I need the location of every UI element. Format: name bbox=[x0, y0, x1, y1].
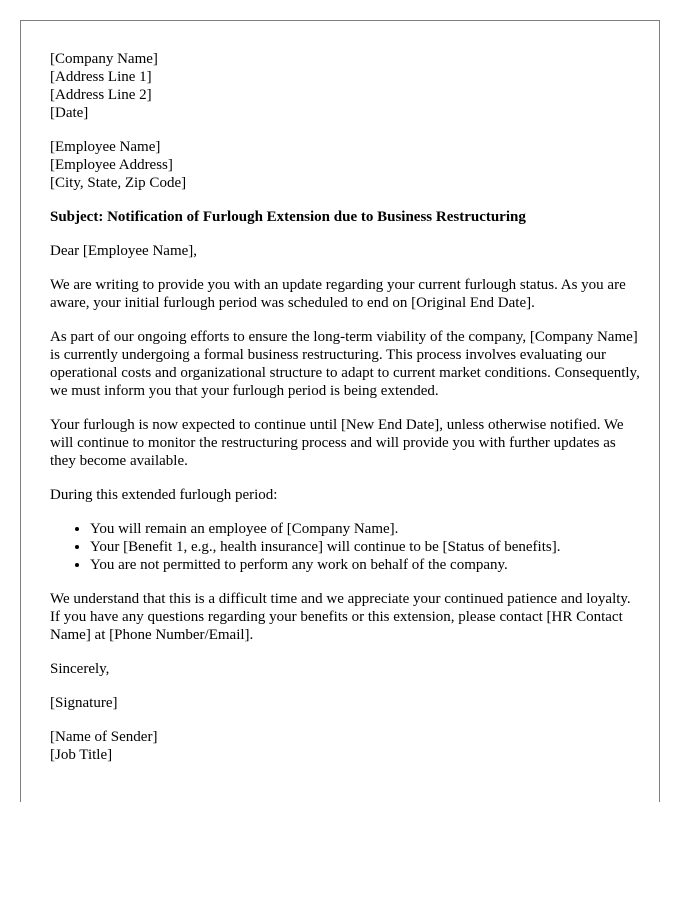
employee-name: [Employee Name] bbox=[50, 139, 161, 155]
paragraph-new-end-date: Your furlough is now expected to continue until [New End Date], unless otherwise notified. We will continue to monitor the restructuring process and will provide you with further updates as they become available. bbox=[50, 417, 624, 469]
address-line-1: [Address Line 1] bbox=[50, 69, 152, 85]
paragraph-restructuring: As part of our ongoing efforts to ensure the long-term viability of the company, [Company Name] is currently undergoing a formal business restructuring. This process involves evaluating our operational costs and organizational structure to adapt to current market conditions. Consequently, we must inform you that your furlough period is being extended. bbox=[50, 329, 640, 399]
signer-name: [Name of Sender] bbox=[50, 729, 158, 745]
list-item: • You will remain an employee of [Company Name]. bbox=[90, 520, 640, 538]
list-item: • Your [Benefit 1, e.g., health insurance] will continue to be [Status of benefits]. bbox=[90, 538, 640, 556]
sender-address-block bbox=[50, 50, 640, 122]
city-state-zip: [City, State, Zip Code] bbox=[50, 175, 187, 191]
salutation: Dear [Employee Name], bbox=[50, 243, 198, 259]
paragraph-update: We are writing to provide you with an update regarding your current furlough status. As you are aware, your initial furlough period was scheduled to end on [Original End Date]. bbox=[50, 277, 626, 311]
signature: [Signature] bbox=[50, 695, 118, 711]
subject-line: Subject: Notification of Furlough Extension due to Business Restructuring bbox=[50, 209, 526, 225]
company-name: [Company Name] bbox=[50, 51, 158, 67]
letter-page bbox=[20, 20, 660, 802]
signer-block bbox=[50, 728, 640, 764]
letter-date: [Date] bbox=[50, 105, 89, 121]
recipient-address-block bbox=[50, 138, 640, 192]
closing-paragraph: We understand that this is a difficult time and we appreciate your continued patience and loyalty. If you have any questions regarding your benefits or this extension, please contact [HR Contact Name] at [Phone Number/Email]. bbox=[50, 591, 631, 643]
signer-title: [Job Title] bbox=[50, 747, 113, 763]
furlough-terms-list bbox=[50, 520, 640, 574]
sign-off: Sincerely, bbox=[50, 661, 110, 677]
list-intro: During this extended furlough period: bbox=[50, 487, 278, 503]
employee-address: [Employee Address] bbox=[50, 157, 173, 173]
list-item: • You are not permitted to perform any work on behalf of the company. bbox=[90, 556, 640, 574]
address-line-2: [Address Line 2] bbox=[50, 87, 152, 103]
letter-body bbox=[50, 50, 640, 780]
